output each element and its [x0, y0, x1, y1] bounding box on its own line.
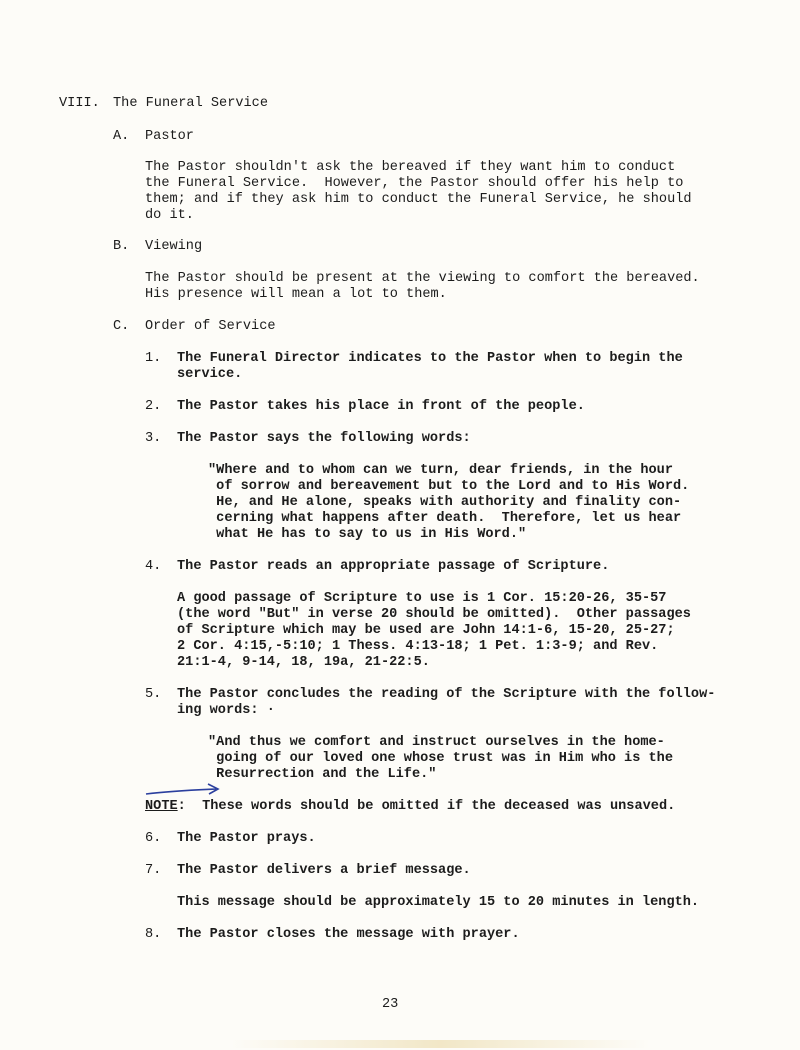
step-number: 8.: [145, 927, 162, 942]
scripture-line: 2 Cor. 4:15,-5:10; 1 Thess. 4:13-18; 1 Pet. 1:3-9; and Rev.: [177, 639, 659, 654]
handwritten-arrow-icon: [144, 782, 224, 798]
scripture-line: A good passage of Scripture to use is 1 Cor. 15:20-26, 35-57: [177, 591, 667, 606]
section-title: The Funeral Service: [113, 96, 268, 111]
step-number: 4.: [145, 559, 162, 574]
subsection-a-line: them; and if they ask him to conduct the Funeral Service, he should: [145, 192, 692, 207]
note-text: : These words should be omitted if the deceased was unsaved.: [177, 799, 676, 814]
step-text: The Pastor closes the message with prayer.: [177, 927, 520, 942]
scripture-line: (the word "But" in verse 20 should be omitted). Other passages: [177, 607, 691, 622]
step-text: ing words: ·: [177, 703, 275, 718]
step-number: 6.: [145, 831, 162, 846]
quote-line: "And thus we comfort and instruct ourselves in the home-: [208, 735, 665, 750]
step-number: 3.: [145, 431, 162, 446]
step-text: The Pastor prays.: [177, 831, 316, 846]
message-length-note: This message should be approximately 15 to 20 minutes in length.: [177, 895, 700, 910]
subsection-b-letter: B.: [113, 239, 130, 254]
step-number: 5.: [145, 687, 162, 702]
step-text: The Funeral Director indicates to the Pastor when to begin the: [177, 351, 683, 366]
quote-line: going of our loved one whose trust was in Him who is the: [208, 751, 673, 766]
subsection-c-title: Order of Service: [145, 319, 276, 334]
step-number: 7.: [145, 863, 162, 878]
step-text: service.: [177, 367, 243, 382]
quote-line: of sorrow and bereavement but to the Lord and to His Word.: [208, 479, 690, 494]
subsection-a-line: do it.: [145, 208, 194, 223]
step-text: The Pastor concludes the reading of the Scripture with the follow-: [177, 687, 716, 702]
quote-line: what He has to say to us in His Word.": [208, 527, 527, 542]
subsection-a-line: the Funeral Service. However, the Pastor should offer his help to: [145, 176, 684, 191]
paper-stain: [230, 1040, 650, 1048]
quote-line: He, and He alone, speaks with authority and finality con-: [208, 495, 682, 510]
note-label: NOTE: [145, 799, 178, 814]
step-number: 2.: [145, 399, 162, 414]
step-text: The Pastor says the following words:: [177, 431, 471, 446]
subsection-b-line: His presence will mean a lot to them.: [145, 287, 447, 302]
scripture-line: 21:1-4, 9-14, 18, 19a, 21-22:5.: [177, 655, 430, 670]
note-line: [145, 799, 675, 815]
subsection-b-title: Viewing: [145, 239, 203, 254]
section-numeral: VIII.: [59, 96, 100, 111]
subsection-c-letter: C.: [113, 319, 130, 334]
scripture-line: of Scripture which may be used are John 14:1-6, 15-20, 25-27;: [177, 623, 675, 638]
page-number: 23: [382, 997, 399, 1012]
subsection-b-line: The Pastor should be present at the viewing to comfort the bereaved.: [145, 271, 700, 286]
quote-line: "Where and to whom can we turn, dear friends, in the hour: [208, 463, 673, 478]
step-text: The Pastor takes his place in front of the people.: [177, 399, 585, 414]
quote-line: cerning what happens after death. Therefore, let us hear: [208, 511, 682, 526]
subsection-a-title: Pastor: [145, 129, 194, 144]
step-number: 1.: [145, 351, 162, 366]
step-text: The Pastor delivers a brief message.: [177, 863, 471, 878]
quote-line: Resurrection and the Life.": [208, 767, 437, 782]
subsection-a-letter: A.: [113, 129, 130, 144]
step-text: The Pastor reads an appropriate passage of Scripture.: [177, 559, 610, 574]
subsection-a-line: The Pastor shouldn't ask the bereaved if they want him to conduct: [145, 160, 676, 175]
